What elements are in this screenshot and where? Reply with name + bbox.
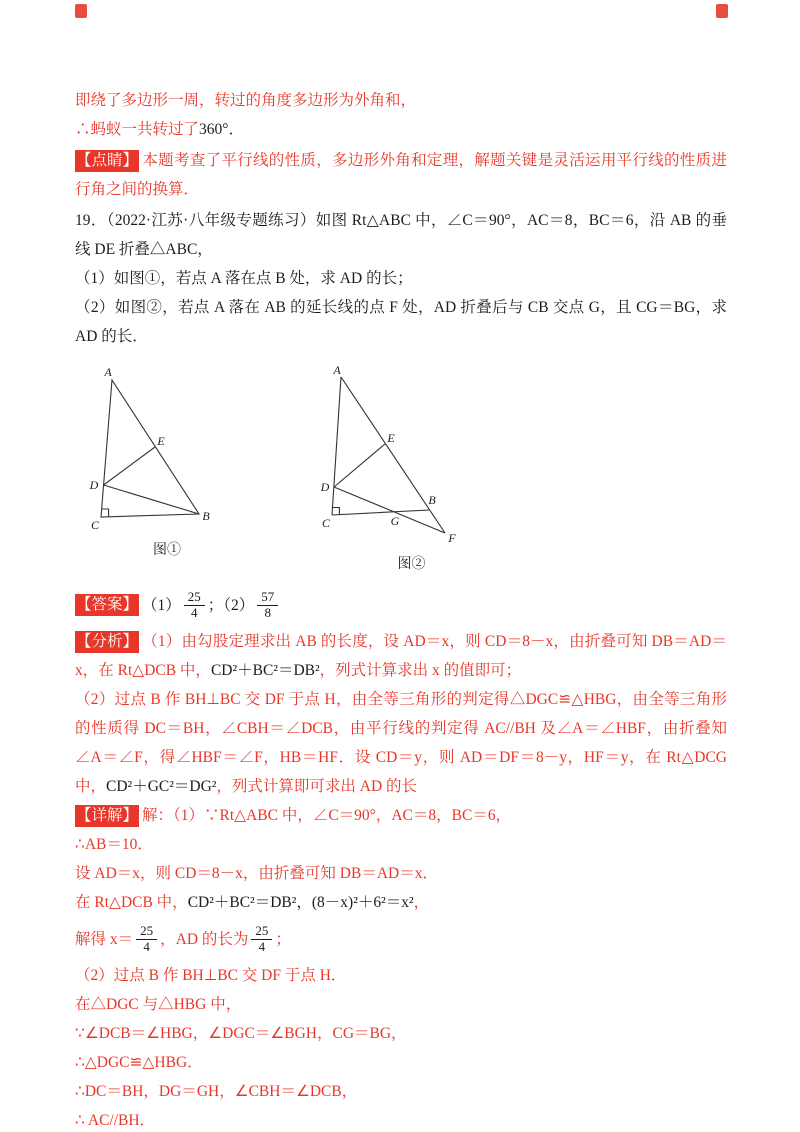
text-segment: ，列式计算即可求出 AD 的长 <box>216 778 418 795</box>
text-segment: ； <box>275 930 291 948</box>
section-label: 【点睛】 <box>75 150 139 172</box>
point-label-c: C <box>90 518 100 532</box>
text-paragraph <box>75 859 727 888</box>
text-segment: （1）由勾股定理求出 AB 的长度，设 AD＝x，则 CD＝8－x，由折叠可知 DB＝AD＝x，在 Rt△DCB 中， <box>75 633 727 679</box>
triangle-diagram-1 <box>87 365 247 537</box>
line-abf <box>341 377 445 533</box>
text-paragraph <box>75 961 727 990</box>
section-label: 【详解】 <box>75 805 139 827</box>
text-paragraph <box>75 1106 727 1132</box>
figure-row <box>87 365 727 573</box>
text-paragraph <box>75 146 727 204</box>
text-segment: （1） <box>142 596 181 614</box>
point-label-e: E <box>387 431 395 445</box>
fraction: $\frac{25}{4}$ <box>251 924 272 955</box>
side-ac <box>332 377 341 515</box>
text-segment: 在 Rt△DCB 中， <box>75 894 188 911</box>
text-segment: CD²＋BC²＝DB² <box>210 662 320 679</box>
fold-line-de <box>334 444 385 487</box>
fraction: $\frac{57}{8}$ <box>257 590 278 621</box>
point-label-d: D <box>89 478 99 492</box>
text-segment: ；（2） <box>207 596 255 614</box>
point-label-b: B <box>428 493 436 507</box>
text-paragraph <box>75 1019 727 1048</box>
text-paragraph <box>75 1077 727 1106</box>
text-segment: ，AD 的长为 <box>160 930 249 948</box>
section-label: 【答案】 <box>75 594 139 616</box>
section-analysis <box>75 627 727 801</box>
text-segment: 在△DGC 与△HBG 中， <box>75 996 242 1013</box>
point-label-d: D <box>320 480 330 494</box>
text-segment: 解：（1）∵Rt△ABC 中，∠C＝90°，AC＝8，BC＝6， <box>142 807 512 824</box>
text-paragraph <box>75 115 727 144</box>
text-segment: CD²＋GC²＝DG² <box>106 778 217 795</box>
text-segment: （2）过点 B 作 BH⊥BC 交 DF 于点 H，由全等三角形的判定得△DGC≌△HBG，由全等三角形的性质得 DC＝BH，∠CBH＝∠DCB，由平行线的判定得 AC//BH 及∠A＝∠HBF，由折叠知∠A＝∠F，得∠HBF＝∠F，HB＝HF．设 CD＝y，则 AD＝DF＝8－y，HF＝y，在 Rt△DCG 中， <box>75 691 727 795</box>
text-paragraph <box>75 293 727 351</box>
text-paragraph <box>75 583 727 627</box>
section-solution <box>75 801 727 1132</box>
figure1-lines <box>101 380 199 517</box>
text-paragraph <box>75 990 727 1019</box>
document-content <box>75 86 727 1132</box>
text-segment: 设 AD＝x，则 CD＝8－x，由折叠可知 DB＝AD＝x． <box>75 865 438 882</box>
text-segment: ∴蚂蚁一共转过了 <box>75 121 200 138</box>
text-segment: （2）过点 B 作 BH⊥BC 交 DF 于点 H． <box>75 967 347 984</box>
right-angle-mark <box>332 508 339 515</box>
section-answer <box>75 583 727 627</box>
text-paragraph <box>75 264 727 293</box>
text-paragraph <box>75 206 727 264</box>
triangle-figure-2 <box>319 365 504 573</box>
figure2-lines <box>332 377 445 533</box>
text-segment: 360°． <box>199 121 244 138</box>
fraction: $\frac{25}{4}$ <box>136 924 157 955</box>
point-label-c: C <box>321 516 331 530</box>
text-paragraph <box>75 685 727 801</box>
text-paragraph <box>75 888 727 917</box>
watermark-mark-left <box>75 4 87 18</box>
text-paragraph <box>75 917 727 961</box>
text-segment: ，列式计算求出 x 的值即可； <box>319 662 522 679</box>
point-label-a: A <box>333 365 341 377</box>
figure-caption: 图② <box>397 557 426 572</box>
triangle-figure-1 <box>87 365 247 573</box>
text-segment: ， <box>413 894 430 911</box>
text-segment: ∴DC＝BH，DG＝GH，∠CBH＝∠DCB， <box>75 1083 358 1100</box>
text-segment: 19．（2022·江苏·八年级专题练习）如图 Rt△ABC 中，∠C＝90°，AC＝8，BC＝6，沿 AB 的垂线 DE 折叠△ABC， <box>75 212 727 258</box>
section-problem <box>75 206 727 351</box>
text-paragraph <box>75 830 727 859</box>
text-paragraph <box>75 801 727 830</box>
section-label: 【分析】 <box>75 631 139 653</box>
point-label-g: G <box>390 514 400 528</box>
text-segment: （1）如图①，若点 A 落在点 B 处，求 AD 的长； <box>75 270 413 287</box>
text-segment: 解得 x＝ <box>75 930 134 948</box>
point-label-a: A <box>104 365 112 379</box>
figure-caption: 图① <box>153 543 181 558</box>
triangle-diagram-2 <box>319 365 504 551</box>
triangle-abc <box>101 380 199 517</box>
fold-image-db <box>104 485 199 514</box>
point-label-e: E <box>157 434 165 448</box>
side-cb <box>332 510 429 515</box>
text-segment: （2）如图②，若点 A 落在 AB 的延长线的点 F 处，AD 折叠后与 CB 交点 G，且 CG＝BG，求 AD 的长． <box>75 299 727 345</box>
fraction: $\frac{25}{4}$ <box>184 590 205 621</box>
text-segment: ∵∠DCB＝∠HBG，∠DGC＝∠BGH，CG＝BG， <box>75 1025 407 1042</box>
text-paragraph <box>75 86 727 115</box>
text-segment: 即绕了多边形一周，转过的角度多边形为外角和， <box>75 92 417 109</box>
watermark-mark-right <box>716 4 728 18</box>
section-intro <box>75 86 727 144</box>
text-segment: ∴AB＝10． <box>75 836 153 853</box>
section-tip <box>75 146 727 204</box>
right-angle-mark <box>102 509 109 517</box>
text-paragraph <box>75 627 727 685</box>
point-label-f: F <box>448 531 456 545</box>
text-segment: ∴△DGC≌△HBG． <box>75 1054 203 1071</box>
point-label-b: B <box>202 509 210 523</box>
text-segment: ∴ AC//BH． <box>75 1112 156 1129</box>
text-segment: 本题考查了平行线的性质，多边形外角和定理，解题关键是灵活运用平行线的性质进行角之间的换算． <box>75 152 727 198</box>
text-paragraph <box>75 1048 727 1077</box>
text-segment: CD²＋BC²＝DB²，(8－x)²＋6²＝x² <box>187 894 414 911</box>
fold-line-de <box>104 447 155 485</box>
